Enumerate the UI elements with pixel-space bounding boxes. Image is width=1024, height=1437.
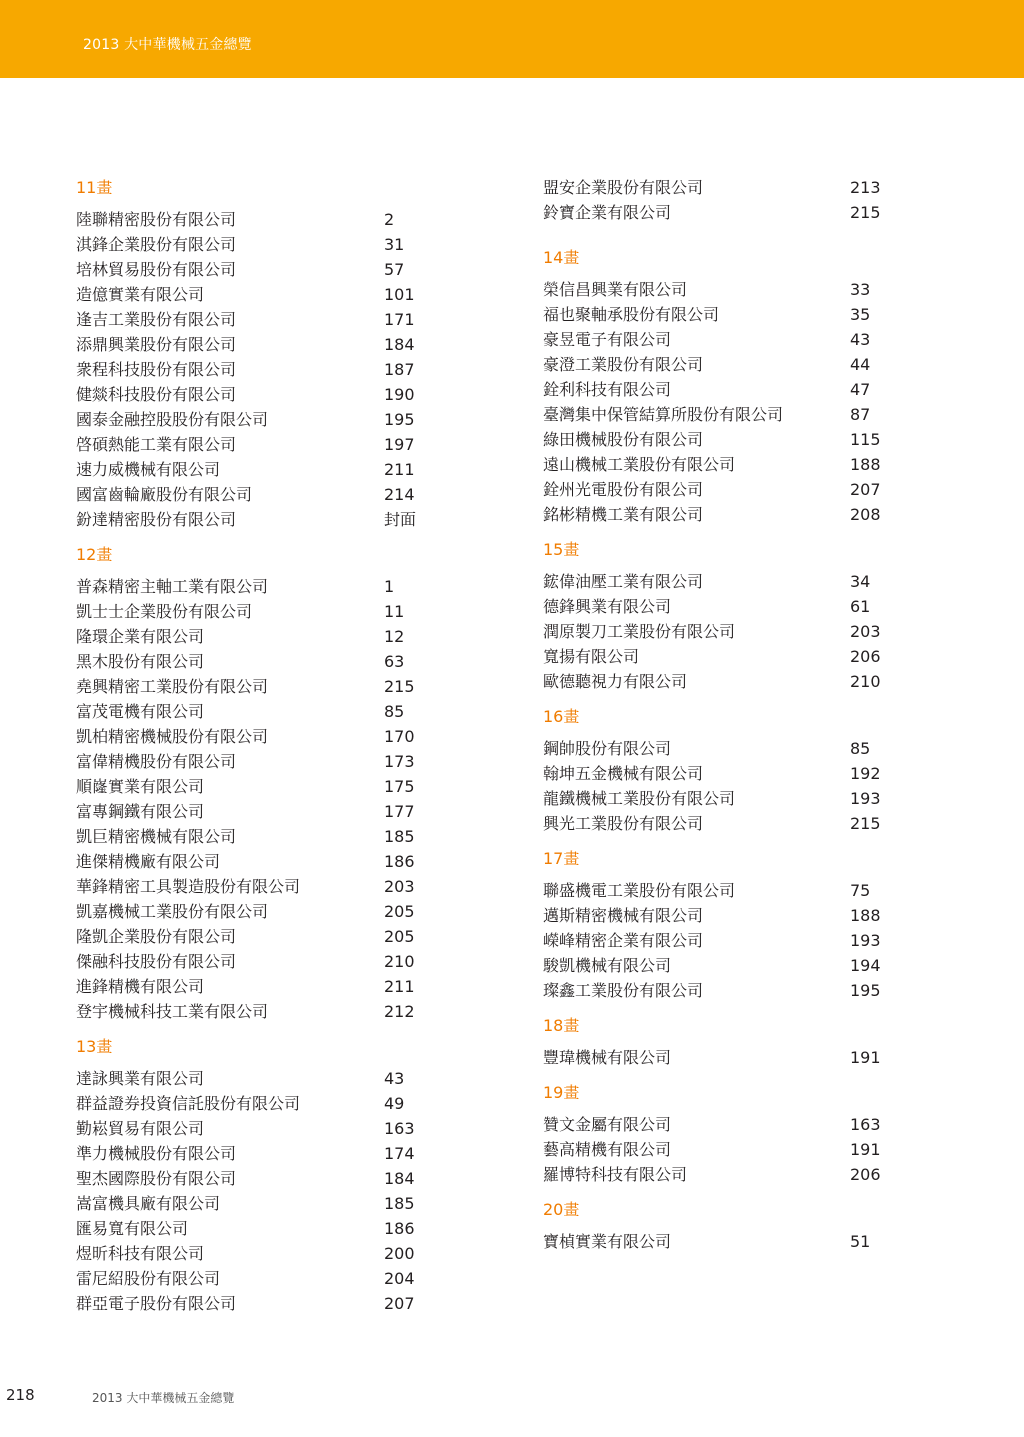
index-entry	[76, 1266, 436, 1291]
page-number: 200	[384, 1244, 415, 1263]
company-name: 登宇機械科技工業有限公司	[76, 1002, 269, 1021]
page-number: 63	[384, 652, 405, 671]
page-number: 211	[384, 460, 415, 479]
index-entry	[76, 724, 436, 749]
company-name: 雷尼紹股份有限公司	[76, 1269, 221, 1288]
company-name: 豪昱電子有限公司	[543, 330, 672, 349]
company-name: 添鼎興業股份有限公司	[76, 335, 237, 354]
company-name: 隆凱企業股份有限公司	[76, 927, 237, 946]
index-entry	[76, 1191, 436, 1216]
index-entry	[76, 574, 436, 599]
index-entry	[76, 507, 436, 532]
index-entry	[543, 903, 903, 928]
page-number: 44	[850, 355, 871, 374]
page-number: 203	[850, 622, 881, 641]
company-name: 聯盛機電工業股份有限公司	[543, 881, 736, 900]
company-name: 衆程科技股份有限公司	[76, 360, 237, 379]
page-number: 210	[384, 952, 415, 971]
index-entry	[76, 674, 436, 699]
company-name: 贊文金屬有限公司	[543, 1115, 672, 1134]
company-name: 豪澄工業股份有限公司	[543, 355, 704, 374]
company-name: 鈖達精密股份有限公司	[76, 510, 237, 529]
index-entry	[76, 1291, 436, 1316]
company-name: 龍鐵機械工業股份有限公司	[543, 789, 736, 808]
page-number: 34	[850, 572, 871, 591]
section-title: 19畫	[543, 1083, 580, 1102]
company-name: 興光工業股份有限公司	[543, 814, 704, 833]
company-name: 健燚科技股份有限公司	[76, 385, 237, 404]
index-entry	[543, 1229, 903, 1254]
page-number: 2	[384, 210, 395, 229]
page-number: 191	[850, 1048, 881, 1067]
company-name: 璨鑫工業股份有限公司	[543, 981, 704, 1000]
page-number: 213	[850, 178, 881, 197]
company-name: 寶楨實業有限公司	[543, 1232, 672, 1251]
company-name: 福也聚軸承股份有限公司	[543, 305, 720, 324]
page-number: 115	[850, 430, 881, 449]
page-number: 188	[850, 906, 881, 925]
page-number: 192	[850, 764, 881, 783]
footer-title: 2013 大中華機械五金總覽	[92, 1391, 235, 1405]
page-number: 51	[850, 1232, 871, 1251]
index-entry	[543, 200, 903, 225]
company-name: 德鋒興業有限公司	[543, 597, 672, 616]
index-entry	[76, 282, 436, 307]
company-name: 煜昕科技有限公司	[76, 1244, 205, 1263]
company-name: 凱嘉機械工業股份有限公司	[76, 902, 269, 921]
company-name: 鋼帥股份有限公司	[543, 739, 672, 758]
header-title: 2013 大中華機械五金總覽	[83, 37, 252, 53]
index-column-left	[76, 175, 436, 1326]
page-number: 194	[850, 956, 881, 975]
company-name: 傑融科技股份有限公司	[76, 952, 237, 971]
page-number: 195	[850, 981, 881, 1000]
company-name: 凱柏精密機械股份有限公司	[76, 727, 269, 746]
page-number: 210	[850, 672, 881, 691]
index-entry	[543, 377, 903, 402]
index-entry	[76, 1241, 436, 1266]
section-title: 11畫	[76, 178, 113, 197]
index-entry	[543, 452, 903, 477]
index-entry	[543, 502, 903, 527]
company-name: 啓碩熱能工業有限公司	[76, 435, 237, 454]
company-name: 勤崧貿易有限公司	[76, 1119, 205, 1138]
company-name: 逢吉工業股份有限公司	[76, 310, 237, 329]
index-entry	[543, 1112, 903, 1137]
section-title: 20畫	[543, 1200, 580, 1219]
company-name: 寬揚有限公司	[543, 647, 640, 666]
page-number: 174	[384, 1144, 415, 1163]
page-number: 171	[384, 310, 415, 329]
company-name: 銘彬精機工業有限公司	[543, 505, 704, 524]
index-entry	[76, 307, 436, 332]
index-entry	[76, 899, 436, 924]
page-number: 170	[384, 727, 415, 746]
index-entry	[543, 477, 903, 502]
page-number: 185	[384, 827, 415, 846]
stroke-section	[76, 1034, 436, 1316]
section-title: 17畫	[543, 849, 580, 868]
stroke-section	[543, 1197, 903, 1254]
page-number: 75	[850, 881, 871, 900]
index-entry	[76, 332, 436, 357]
company-name: 華鋒精密工具製造股份有限公司	[76, 877, 301, 896]
index-entry	[543, 302, 903, 327]
page-number: 31	[384, 235, 405, 254]
page-number: 187	[384, 360, 415, 379]
page-number: 188	[850, 455, 881, 474]
index-entry	[543, 878, 903, 903]
company-name: 匯易寬有限公司	[76, 1219, 189, 1238]
index-entry	[76, 849, 436, 874]
index-entry	[76, 749, 436, 774]
stroke-section	[543, 704, 903, 836]
index-entry	[543, 594, 903, 619]
page-number: 186	[384, 852, 415, 871]
index-entry	[543, 327, 903, 352]
page-number: 212	[384, 1002, 415, 1021]
company-name: 綠田機械股份有限公司	[543, 430, 704, 449]
index-entry	[76, 624, 436, 649]
page-number: 163	[384, 1119, 415, 1138]
company-name: 銓州光電股份有限公司	[543, 480, 704, 499]
page-number: 163	[850, 1115, 881, 1134]
index-entry	[543, 669, 903, 694]
page-number: 193	[850, 931, 881, 950]
index-entry	[76, 1116, 436, 1141]
page-number: 205	[384, 927, 415, 946]
company-name: 潤原製刀工業股份有限公司	[543, 622, 736, 641]
page-number: 204	[384, 1269, 415, 1288]
index-entry	[76, 824, 436, 849]
company-name: 邁斯精密機械有限公司	[543, 906, 704, 925]
company-name: 達詠興業有限公司	[76, 1069, 205, 1088]
page-number: 215	[384, 677, 415, 696]
index-entry	[76, 382, 436, 407]
page-number: 193	[850, 789, 881, 808]
company-name: 盟安企業股份有限公司	[543, 178, 704, 197]
index-entry	[543, 619, 903, 644]
index-entry	[543, 569, 903, 594]
index-entry	[543, 1162, 903, 1187]
page-number: 43	[384, 1069, 405, 1088]
index-entry	[543, 761, 903, 786]
company-name: 造億實業有限公司	[76, 285, 205, 304]
page-number: 85	[384, 702, 405, 721]
page-number: 207	[384, 1294, 415, 1313]
page-number: 184	[384, 1169, 415, 1188]
section-title: 12畫	[76, 545, 113, 564]
index-entry	[76, 949, 436, 974]
page-number: 85	[850, 739, 871, 758]
page-number: 49	[384, 1094, 405, 1113]
section-title: 18畫	[543, 1016, 580, 1035]
page-number: 43	[850, 330, 871, 349]
page-number: 206	[850, 647, 881, 666]
company-name: 富專鋼鐵有限公司	[76, 802, 205, 821]
page-number: 57	[384, 260, 405, 279]
page-number: 215	[850, 814, 881, 833]
index-entry	[76, 999, 436, 1024]
index-entry	[543, 352, 903, 377]
company-name: 翰坤五金機械有限公司	[543, 764, 704, 783]
index-entry	[76, 1166, 436, 1191]
page-number: 177	[384, 802, 415, 821]
company-name: 陸聯精密股份有限公司	[76, 210, 237, 229]
index-entry	[76, 799, 436, 824]
index-entry	[76, 1091, 436, 1116]
company-name: 歐德聽視力有限公司	[543, 672, 688, 691]
company-name: 駿凱機械有限公司	[543, 956, 672, 975]
index-entry	[76, 257, 436, 282]
index-entry	[76, 699, 436, 724]
page-number: 191	[850, 1140, 881, 1159]
index-entry	[543, 928, 903, 953]
index-entry	[76, 974, 436, 999]
company-name: 榮信昌興業有限公司	[543, 280, 688, 299]
index-entry	[543, 953, 903, 978]
page-number: 47	[850, 380, 871, 399]
page-number: 197	[384, 435, 415, 454]
index-entry	[543, 1137, 903, 1162]
index-entry	[543, 277, 903, 302]
page-number: 205	[384, 902, 415, 921]
company-name: 群益證券投資信託股份有限公司	[76, 1094, 301, 1113]
company-name: 聖杰國際股份有限公司	[76, 1169, 237, 1188]
index-entry	[76, 599, 436, 624]
stroke-section	[76, 542, 436, 1024]
company-name: 國泰金融控股股份有限公司	[76, 410, 269, 429]
page-number: 190	[384, 385, 415, 404]
page-number: 封面	[384, 510, 417, 529]
index-entry	[76, 1141, 436, 1166]
page-number: 186	[384, 1219, 415, 1238]
index-entry	[76, 1216, 436, 1241]
company-name: 凱巨精密機械有限公司	[76, 827, 237, 846]
company-name: 堯興精密工業股份有限公司	[76, 677, 269, 696]
page-number: 215	[850, 203, 881, 222]
index-entry	[76, 874, 436, 899]
section-title: 16畫	[543, 707, 580, 726]
page-number: 61	[850, 597, 871, 616]
page-number: 208	[850, 505, 881, 524]
stroke-section	[76, 175, 436, 532]
company-name: 進鋒精機有限公司	[76, 977, 205, 996]
company-name: 隆環企業有限公司	[76, 627, 205, 646]
index-entry	[543, 427, 903, 452]
page-number: 173	[384, 752, 415, 771]
page-number: 185	[384, 1194, 415, 1213]
company-name: 豐瑋機械有限公司	[543, 1048, 672, 1067]
page-number: 33	[850, 280, 871, 299]
company-name: 臺灣集中保管結算所股份有限公司	[543, 405, 784, 424]
index-entry	[76, 207, 436, 232]
company-name: 凱士士企業股份有限公司	[76, 602, 253, 621]
page-number: 207	[850, 480, 881, 499]
index-entry	[76, 924, 436, 949]
index-entry	[543, 736, 903, 761]
index-entry	[543, 811, 903, 836]
page-number: 214	[384, 485, 415, 504]
page-number: 175	[384, 777, 415, 796]
page-number: 101	[384, 285, 415, 304]
page-number: 11	[384, 602, 405, 621]
page-number: 195	[384, 410, 415, 429]
page-number: 87	[850, 405, 871, 424]
stroke-section	[543, 537, 903, 694]
page-number: 1	[384, 577, 395, 596]
stroke-section	[543, 1080, 903, 1187]
company-name: 藝高精機有限公司	[543, 1140, 672, 1159]
section-title: 14畫	[543, 248, 580, 267]
index-entry	[543, 786, 903, 811]
index-entry	[543, 644, 903, 669]
index-entry	[76, 407, 436, 432]
index-entry	[543, 402, 903, 427]
company-name: 淇鋒企業股份有限公司	[76, 235, 237, 254]
page-number: 12	[384, 627, 405, 646]
company-name: 群亞電子股份有限公司	[76, 1294, 237, 1313]
company-name: 鈴寶企業有限公司	[543, 203, 672, 222]
section-title: 15畫	[543, 540, 580, 559]
company-name: 鋐偉油壓工業有限公司	[543, 572, 704, 591]
company-name: 順嶐實業有限公司	[76, 777, 205, 796]
index-entry	[76, 457, 436, 482]
continued-entries	[543, 175, 903, 225]
company-name: 銓利科技有限公司	[543, 380, 672, 399]
page-number: 184	[384, 335, 415, 354]
index-entry	[543, 978, 903, 1003]
company-name: 進傑精機廠有限公司	[76, 852, 221, 871]
company-name: 國富齒輪廠股份有限公司	[76, 485, 253, 504]
index-entry	[76, 1066, 436, 1091]
index-entry	[76, 774, 436, 799]
company-name: 普森精密主軸工業有限公司	[76, 577, 269, 596]
company-name: 準力機械股份有限公司	[76, 1144, 237, 1163]
index-entry	[543, 175, 903, 200]
footer-page-number: 218	[6, 1386, 35, 1404]
page-number: 211	[384, 977, 415, 996]
index-entry	[76, 432, 436, 457]
company-name: 速力威機械有限公司	[76, 460, 221, 479]
top-banner	[0, 0, 1024, 78]
index-entry	[543, 1045, 903, 1070]
index-column-right	[543, 175, 903, 1264]
company-name: 富茂電機有限公司	[76, 702, 205, 721]
stroke-section	[543, 245, 903, 527]
company-name: 培林貿易股份有限公司	[76, 260, 237, 279]
stroke-section	[543, 846, 903, 1003]
page-number: 203	[384, 877, 415, 896]
index-entry	[76, 649, 436, 674]
company-name: 嵩富機具廠有限公司	[76, 1194, 221, 1213]
company-name: 黑木股份有限公司	[76, 652, 205, 671]
stroke-section	[543, 1013, 903, 1070]
page-number: 206	[850, 1165, 881, 1184]
index-entry	[76, 357, 436, 382]
company-name: 富偉精機股份有限公司	[76, 752, 237, 771]
company-name: 遠山機械工業股份有限公司	[543, 455, 736, 474]
section-title: 13畫	[76, 1037, 113, 1056]
index-entry	[76, 482, 436, 507]
company-name: 羅博特科技有限公司	[543, 1165, 688, 1184]
index-entry	[76, 232, 436, 257]
page-number: 35	[850, 305, 871, 324]
company-name: 嶸峰精密企業有限公司	[543, 931, 704, 950]
